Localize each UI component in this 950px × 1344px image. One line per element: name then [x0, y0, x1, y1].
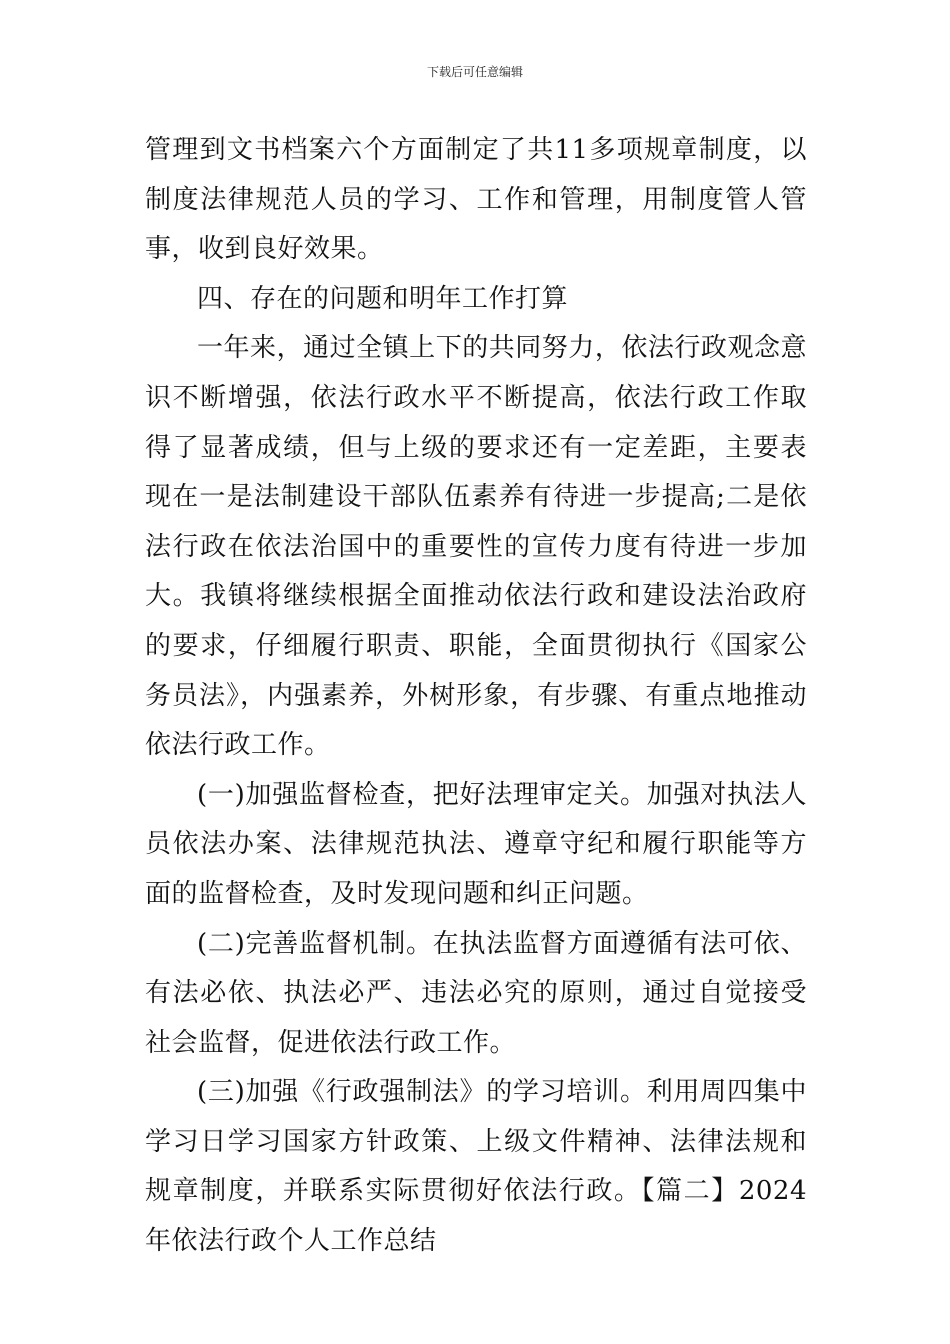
page-header-note: 下载后可任意编辑	[426, 65, 523, 79]
list-item-1: (一)加强监督检查，把好法理审定关。加强对执法人员依法办案、法律规范执法、遵章守纪和履行职能等方面的监督检查，及时发现问题和纠正问题。	[145, 779, 807, 909]
paragraph-3: 一年来，通过全镇上下的共同努力，依法行政观念意识不断增强，依法行政水平不断提高，依法行政工作取得了显著成绩，但与上级的要求还有一定差距，主要表现在一是法制建设干部队伍素养有待进一步提高;二是依法行政在依法治国中的重要性的宣传力度有待进一步加大。我镇将继续根据全面推动依法行政和建设法治政府的要求，仔细履行职责、职能，全面贯彻执行《国家公务员法》，内强素养，外树形象，有步骤、有重点地推动依法行政工作。	[145, 333, 807, 761]
document-body	[145, 126, 807, 1267]
section-heading-4: 四、存在的问题和明年工作打算	[197, 283, 569, 314]
list-item-3: (三)加强《行政强制法》的学习培训。利用周四集中学习日学习国家方针政策、上级文件精神、法律法规和规章制度，并联系实际贯彻好依法行政。【篇二】2024年依法行政个人工作总结	[145, 1077, 807, 1257]
paragraph-1: 管理到文书档案六个方面制定了共11多项规章制度，以制度法律规范人员的学习、工作和管理，用制度管人管事，收到良好效果。	[145, 135, 807, 265]
list-item-2: (二)完善监督机制。在执法监督方面遵循有法可依、有法必依、执法必严、违法必究的原则，通过自觉接受社会监督，促进依法行政工作。	[145, 928, 807, 1058]
